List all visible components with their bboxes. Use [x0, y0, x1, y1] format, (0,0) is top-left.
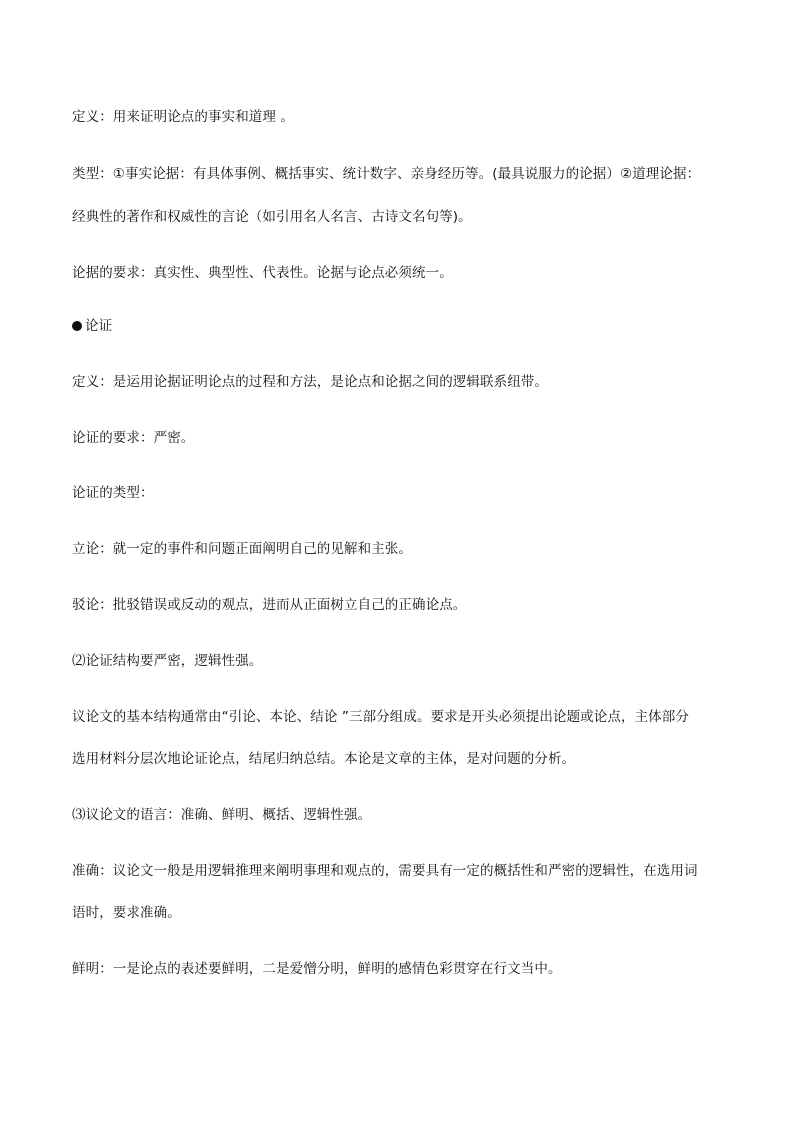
- structure-description-continuation-line: 选用材料分层次地论证论点，结尾归纳总结。本论是文章的主体，是对问题的分析。: [72, 751, 576, 767]
- evidence-requirements-line: 论据的要求：真实性、典型性、代表性。论据与论点必须统一。: [72, 265, 453, 281]
- types-line: 类型：①事实论据：有具体事例、概括事实、统计数字、亲身经历等。(最具说服力的论据）②道理论据：: [72, 166, 701, 182]
- affirmative-argument-line: 立论：就一定的事件和问题正面阐明自己的见解和主张。: [72, 541, 412, 557]
- argumentation-requirements-line: 论证的要求：严密。: [72, 430, 195, 446]
- language-heading-line: ⑶议论文的语言：准确、鲜明、概括、逻辑性强。: [72, 807, 372, 823]
- definition-line: 定义：用来证明论点的事实和道理 。: [72, 109, 294, 125]
- accuracy-line: 准确：议论文一般是用逻辑推理来阐明事理和观点的，需要具有一定的概括性和严密的逻辑性，在选用词: [72, 863, 698, 879]
- argumentation-heading: [72, 317, 732, 335]
- vividness-line: 鲜明：一是论点的表述要鲜明，二是爱憎分明，鲜明的感情色彩贯穿在行文当中。: [72, 961, 562, 977]
- structure-heading-line: ⑵论证结构要严密，逻辑性强。: [72, 653, 263, 669]
- argumentation-definition-line: 定义：是运用论据证明论点的过程和方法，是论点和论据之间的逻辑联系纽带。: [72, 374, 548, 390]
- argumentation-types-line: 论证的类型：: [72, 485, 154, 501]
- argumentation-heading-text: 论证: [85, 318, 113, 334]
- types-continuation-line: 经典性的著作和权威性的言论（如引用名人名言、古诗文名句等)。: [72, 209, 472, 225]
- structure-description-line: 议论文的基本结构通常由“引论、本论、结论 ”三部分组成。要求是开头必须提出论题或论点，主体部分: [72, 709, 689, 725]
- accuracy-continuation-line: 语时，要求准确。: [72, 905, 181, 921]
- bullet-icon: [72, 321, 82, 331]
- refutation-line: 驳论：批驳错误或反动的观点，进而从正面树立自己的正确论点。: [72, 597, 467, 613]
